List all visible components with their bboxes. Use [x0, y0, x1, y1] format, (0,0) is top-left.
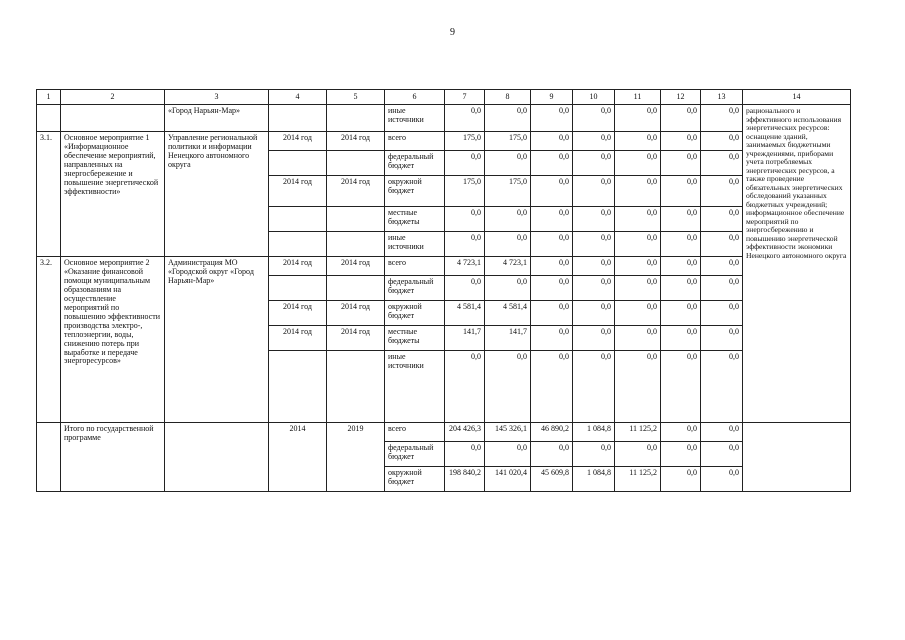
value-cell: 0,0 — [573, 442, 615, 467]
value-cell: 0,0 — [615, 105, 661, 132]
column-header: 9 — [531, 90, 573, 105]
value-cell: 0,0 — [615, 132, 661, 151]
value-cell: 0,0 — [661, 207, 701, 232]
value-cell: 0,0 — [615, 176, 661, 207]
value-cell: 204 426,3 — [445, 423, 485, 442]
funding-source-cell: иные источники — [385, 232, 445, 257]
item-number-cell — [37, 423, 61, 492]
end-year-cell: 2014 год — [327, 326, 385, 351]
value-cell: 0,0 — [615, 257, 661, 276]
value-cell: 145 326,1 — [485, 423, 531, 442]
value-cell: 4 723,1 — [445, 257, 485, 276]
value-cell: 0,0 — [485, 232, 531, 257]
executor-cell: Администрация МО «Городской округ «Город Нарьян-Мар» — [165, 257, 269, 423]
column-header: 4 — [269, 90, 327, 105]
value-cell: 141,7 — [485, 326, 531, 351]
value-cell: 0,0 — [661, 326, 701, 351]
funding-source-cell: иные источники — [385, 351, 445, 423]
column-header: 13 — [701, 90, 743, 105]
table-row-total — [37, 423, 851, 442]
value-cell: 175,0 — [485, 132, 531, 151]
funding-source-cell: местные бюджеты — [385, 207, 445, 232]
value-cell: 0,0 — [531, 105, 573, 132]
start-year-cell: 2014 год — [269, 301, 327, 326]
value-cell: 0,0 — [701, 276, 743, 301]
value-cell: 0,0 — [531, 176, 573, 207]
program-budget-table — [36, 89, 851, 492]
value-cell: 0,0 — [573, 207, 615, 232]
column-header: 8 — [485, 90, 531, 105]
item-name-cell: Основное мероприятие 1 «Информационное обеспечение мероприятий, направленных на энергосбережение и повышение энергетической эффективности» — [61, 132, 165, 257]
end-year-cell — [327, 232, 385, 257]
value-cell: 0,0 — [661, 176, 701, 207]
expected-results-note: рационального и эффективного использования энергетических ресурсов: оснащение зданий, занимаемых бюджетными учреждениями, приборами учета потребляемых энергетических ресурсов, а также проведение обязательных энергетических обследований указанных бюджетных учреждений; информационное обеспечение мероприятий по энергосбережению и повышению энергетической эффективности экономики Ненецкого автономного округа — [743, 105, 851, 423]
column-header: 11 — [615, 90, 661, 105]
column-header: 7 — [445, 90, 485, 105]
value-cell: 0,0 — [573, 257, 615, 276]
value-cell: 0,0 — [445, 151, 485, 176]
value-cell: 11 125,2 — [615, 467, 661, 492]
value-cell: 0,0 — [701, 326, 743, 351]
value-cell: 46 890,2 — [531, 423, 573, 442]
value-cell: 198 840,2 — [445, 467, 485, 492]
value-cell: 0,0 — [445, 276, 485, 301]
column-header: 6 — [385, 90, 445, 105]
funding-source-cell: федеральный бюджет — [385, 151, 445, 176]
value-cell: 4 723,1 — [485, 257, 531, 276]
value-cell: 0,0 — [445, 105, 485, 132]
value-cell: 0,0 — [573, 301, 615, 326]
column-header: 5 — [327, 90, 385, 105]
value-cell: 0,0 — [701, 351, 743, 423]
value-cell: 0,0 — [661, 423, 701, 442]
value-cell: 0,0 — [661, 151, 701, 176]
value-cell: 0,0 — [661, 132, 701, 151]
end-year-cell — [327, 351, 385, 423]
value-cell: 0,0 — [615, 326, 661, 351]
value-cell: 0,0 — [701, 301, 743, 326]
value-cell: 0,0 — [701, 132, 743, 151]
table-row — [37, 105, 851, 132]
column-header: 12 — [661, 90, 701, 105]
value-cell: 0,0 — [531, 151, 573, 176]
value-cell: 0,0 — [531, 232, 573, 257]
value-cell: 4 581,4 — [445, 301, 485, 326]
value-cell: 0,0 — [615, 232, 661, 257]
value-cell: 0,0 — [485, 351, 531, 423]
table-row — [37, 257, 851, 276]
value-cell: 1 084,8 — [573, 467, 615, 492]
value-cell: 0,0 — [573, 105, 615, 132]
item-number-cell: 3.2. — [37, 257, 61, 423]
value-cell: 0,0 — [573, 176, 615, 207]
value-cell: 0,0 — [701, 257, 743, 276]
value-cell: 0,0 — [485, 151, 531, 176]
value-cell: 0,0 — [531, 301, 573, 326]
end-year-cell — [327, 207, 385, 232]
value-cell: 0,0 — [615, 207, 661, 232]
table-row — [37, 132, 851, 151]
end-year-cell: 2019 — [327, 423, 385, 492]
value-cell: 0,0 — [531, 276, 573, 301]
value-cell: 0,0 — [531, 257, 573, 276]
value-cell: 0,0 — [701, 442, 743, 467]
value-cell: 0,0 — [573, 132, 615, 151]
value-cell: 0,0 — [485, 442, 531, 467]
funding-source-cell: всего — [385, 132, 445, 151]
item-name-cell: Основное мероприятие 2 «Оказание финансовой помощи муниципальным образованиям на осуществление мероприятий по повышению эффективности производства электро-, теплоэнергии, воды, снижению потерь при выработке и передаче энергоресурсов» — [61, 257, 165, 423]
value-cell: 0,0 — [701, 467, 743, 492]
funding-source-cell: иные источники — [385, 105, 445, 132]
value-cell: 0,0 — [573, 351, 615, 423]
start-year-cell: 2014 год — [269, 176, 327, 207]
value-cell: 0,0 — [531, 132, 573, 151]
value-cell: 175,0 — [445, 132, 485, 151]
funding-source-cell: окружной бюджет — [385, 176, 445, 207]
executor-cell — [165, 423, 269, 492]
value-cell: 0,0 — [573, 326, 615, 351]
start-year-cell — [269, 276, 327, 301]
end-year-cell: 2014 год — [327, 301, 385, 326]
value-cell: 0,0 — [445, 351, 485, 423]
value-cell: 0,0 — [531, 442, 573, 467]
value-cell: 0,0 — [573, 232, 615, 257]
note-cell — [743, 423, 851, 492]
end-year-cell — [327, 276, 385, 301]
start-year-cell: 2014 год — [269, 326, 327, 351]
start-year-cell — [269, 151, 327, 176]
value-cell: 45 609,8 — [531, 467, 573, 492]
value-cell: 0,0 — [615, 301, 661, 326]
funding-source-cell: федеральный бюджет — [385, 442, 445, 467]
value-cell: 141,7 — [445, 326, 485, 351]
value-cell: 0,0 — [661, 105, 701, 132]
column-number-header-row — [37, 90, 851, 105]
start-year-cell — [269, 351, 327, 423]
value-cell: 0,0 — [615, 442, 661, 467]
item-number-cell: 3.1. — [37, 132, 61, 257]
value-cell: 0,0 — [661, 257, 701, 276]
value-cell: 0,0 — [701, 207, 743, 232]
item-number-cell — [37, 105, 61, 132]
executor-cell: «Город Нарьян-Мар» — [165, 105, 269, 132]
value-cell: 0,0 — [615, 276, 661, 301]
value-cell: 175,0 — [445, 176, 485, 207]
total-name-cell: Итого по государственной программе — [61, 423, 165, 492]
value-cell: 0,0 — [661, 351, 701, 423]
funding-source-cell: окружной бюджет — [385, 301, 445, 326]
value-cell: 4 581,4 — [485, 301, 531, 326]
value-cell: 0,0 — [445, 442, 485, 467]
start-year-cell: 2014 год — [269, 132, 327, 151]
funding-source-cell: всего — [385, 423, 445, 442]
value-cell: 0,0 — [485, 207, 531, 232]
value-cell: 0,0 — [661, 301, 701, 326]
value-cell: 0,0 — [531, 351, 573, 423]
page-number: 9 — [450, 27, 455, 38]
column-header: 2 — [61, 90, 165, 105]
funding-source-cell: федеральный бюджет — [385, 276, 445, 301]
value-cell: 0,0 — [701, 151, 743, 176]
value-cell: 0,0 — [485, 105, 531, 132]
end-year-cell: 2014 год — [327, 176, 385, 207]
funding-source-cell: местные бюджеты — [385, 326, 445, 351]
end-year-cell: 2014 год — [327, 132, 385, 151]
value-cell: 0,0 — [615, 151, 661, 176]
value-cell: 0,0 — [573, 276, 615, 301]
value-cell: 0,0 — [615, 351, 661, 423]
value-cell: 0,0 — [445, 207, 485, 232]
value-cell: 0,0 — [445, 232, 485, 257]
start-year-cell — [269, 105, 327, 132]
value-cell: 0,0 — [701, 176, 743, 207]
item-name-cell — [61, 105, 165, 132]
value-cell: 1 084,8 — [573, 423, 615, 442]
funding-source-cell: окружной бюджет — [385, 467, 445, 492]
value-cell: 0,0 — [661, 467, 701, 492]
executor-cell: Управление региональной политики и информации Ненецкого автономного округа — [165, 132, 269, 257]
start-year-cell — [269, 232, 327, 257]
value-cell: 0,0 — [661, 232, 701, 257]
value-cell: 141 020,4 — [485, 467, 531, 492]
start-year-cell — [269, 207, 327, 232]
value-cell: 0,0 — [661, 442, 701, 467]
value-cell: 11 125,2 — [615, 423, 661, 442]
value-cell: 0,0 — [485, 276, 531, 301]
value-cell: 175,0 — [485, 176, 531, 207]
value-cell: 0,0 — [661, 276, 701, 301]
column-header: 3 — [165, 90, 269, 105]
start-year-cell: 2014 год — [269, 257, 327, 276]
column-header: 14 — [743, 90, 851, 105]
end-year-cell — [327, 105, 385, 132]
value-cell: 0,0 — [701, 105, 743, 132]
column-header: 10 — [573, 90, 615, 105]
column-header: 1 — [37, 90, 61, 105]
value-cell: 0,0 — [531, 207, 573, 232]
value-cell: 0,0 — [531, 326, 573, 351]
value-cell: 0,0 — [573, 151, 615, 176]
funding-source-cell: всего — [385, 257, 445, 276]
end-year-cell — [327, 151, 385, 176]
start-year-cell: 2014 — [269, 423, 327, 492]
end-year-cell: 2014 год — [327, 257, 385, 276]
value-cell: 0,0 — [701, 232, 743, 257]
value-cell: 0,0 — [701, 423, 743, 442]
